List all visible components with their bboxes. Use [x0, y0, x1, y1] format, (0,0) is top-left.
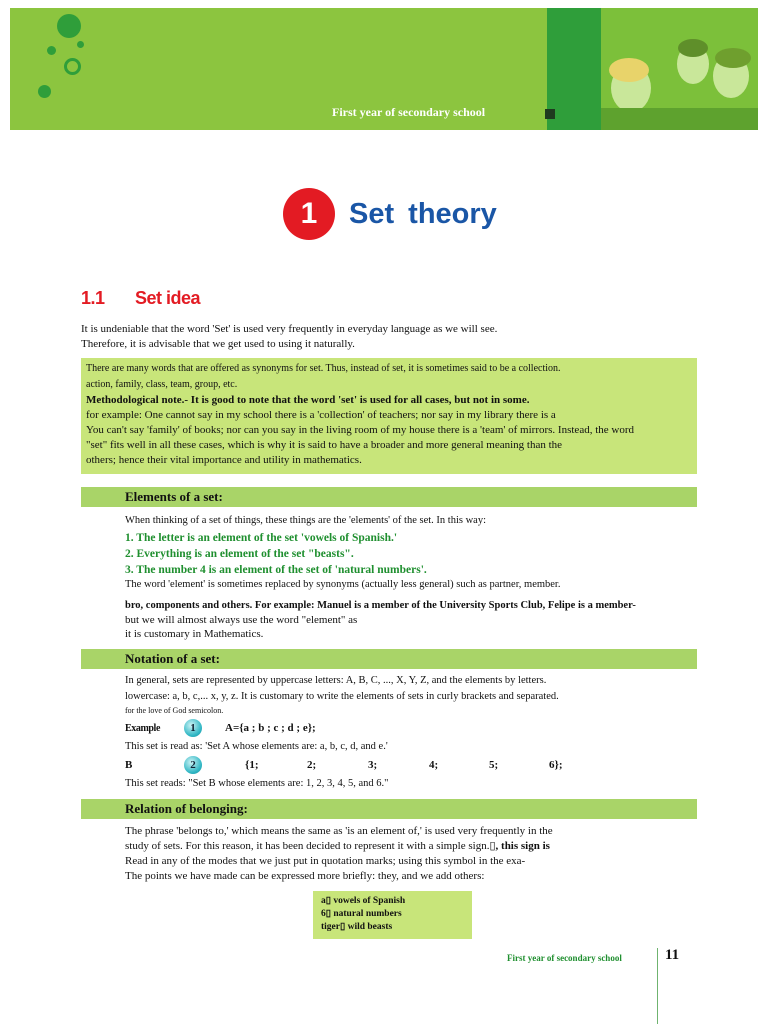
notation-band [81, 649, 697, 669]
elements-item-3: 3. The number 4 is an element of the set of 'natural numbers'. [125, 564, 427, 576]
set-b-item: 5; [489, 759, 499, 771]
box-line: There are many words that are offered as synonyms for set. Thus, instead of set, it is sometimes said to be a collection. [86, 363, 561, 374]
notation-heading: Notation of a set: [125, 651, 220, 666]
belonging-line: The points we have made can be expressed more briefly: they, and we add others: [125, 870, 485, 882]
set-b-item: {1; [245, 759, 259, 771]
set-b-item: 3; [368, 759, 378, 771]
elements-example-line: bro, components and others. For example: Manuel is a member of the University Sports Club, Felipe is a member- [125, 600, 636, 611]
decor-circle [57, 14, 81, 38]
elements-intro: When thinking of a set of things, these things are the 'elements' of the set. In this way: [125, 515, 486, 526]
badge-1: 1 [184, 719, 202, 737]
section-number: 1.1 [81, 288, 105, 308]
intro-line: Therefore, it is advisable that we get used to using it naturally. [81, 338, 355, 350]
example-badge-1 [184, 719, 202, 737]
notation-line: for the love of God semicolon. [125, 706, 224, 715]
footer-text: First year of secondary school [507, 953, 622, 963]
notation-line: lowercase: a, b, c,... x, y, z. It is customary to write the elements of sets in curly brackets and separated. [125, 691, 559, 702]
set-b-item: 2; [307, 759, 317, 771]
belonging-band [81, 799, 697, 819]
children-illustration [601, 8, 758, 130]
belonging-example: a▯ vowels of Spanish [321, 896, 406, 906]
decor-circle [47, 46, 56, 55]
set-b-item: 6}; [549, 759, 563, 771]
belongs-symbol: ▯ [489, 840, 496, 852]
set-b-label: B [125, 759, 133, 771]
belonging-line-text: study of sets. For this reason, it has been decided to represent it with a simple sign. [125, 840, 490, 852]
box-line: others; hence their vital importance and utility in mathematics. [86, 454, 362, 466]
elements-line: The word 'element' is sometimes replaced by synonyms (actually less general) such as partner, member. [125, 579, 561, 590]
notation-line: In general, sets are represented by uppercase letters: A, B, C, ..., X, Y, Z, and the elements by letters. [125, 675, 547, 686]
set-b-item: 4; [429, 759, 439, 771]
belonging-example: 6▯ natural numbers [321, 909, 402, 919]
elements-line: it is customary in Mathematics. [125, 628, 264, 640]
decor-ring [64, 58, 81, 75]
header-square [545, 109, 555, 119]
header-banner [10, 8, 758, 130]
read-a: This set is read as: 'Set A whose elements are: a, b, c, d, and e.' [125, 741, 388, 752]
methodological-note: Methodological note.- It is good to note that the word 'set' is used for all cases, but not in some. [86, 394, 530, 406]
box-line: for example: One cannot say in my school there is a 'collection' of teachers; nor say in my library there is a [86, 409, 556, 421]
section-title: Set idea [135, 288, 201, 308]
elements-heading: Elements of a set: [125, 489, 223, 504]
intro-line: It is undeniable that the word 'Set' is used very frequently in everyday language as we will see. [81, 323, 498, 335]
decor-circle [77, 41, 84, 48]
children-photo [601, 8, 758, 130]
example-badge-2 [184, 756, 202, 774]
elements-item-1: 1. The letter is an element of the set 'vowels of Spanish.' [125, 532, 398, 544]
box-line: action, family, class, team, group, etc. [86, 379, 238, 390]
header-dark-strip [547, 8, 601, 130]
set-a: A={a ; b ; c ; d ; e}; [225, 722, 316, 734]
belonging-example: tiger▯ wild beasts [321, 922, 393, 932]
header-title: First year of secondary school [332, 105, 486, 119]
box-line: You can't say 'family' of books; nor can you say in the living room of my house there is a 'team' of mirrors. Instead, the word [86, 424, 634, 436]
elements-item-2: 2. Everything is an element of the set "beasts". [125, 548, 354, 560]
chapter-number-badge: 1 [283, 188, 335, 240]
page-number: 11 [665, 947, 680, 963]
decor-circle [38, 85, 51, 98]
example-label: Example [125, 723, 160, 734]
belonging-heading: Relation of belonging: [125, 801, 248, 816]
chapter-title-text: Set theory [349, 197, 497, 230]
chapter-title [283, 188, 497, 240]
belonging-line-bold: , this sign is [495, 840, 550, 852]
box-line: "set" fits well in all these cases, which is why it is said to have a broader and more general meaning than the [86, 439, 563, 451]
belonging-examples-box [313, 891, 472, 939]
badge-2: 2 [184, 756, 202, 774]
belonging-line: The phrase 'belongs to,' which means the same as 'is an element of,' is used very frequently in the [125, 825, 553, 837]
elements-line: but we will almost always use the word "element" as [125, 614, 358, 626]
belonging-line [125, 839, 550, 854]
footer-divider [657, 948, 658, 1024]
read-b: This set reads: "Set B whose elements are: 1, 2, 3, 4, 5, and 6." [125, 778, 389, 789]
belonging-line: Read in any of the modes that we just put in quotation marks; using this symbol in the exa- [125, 855, 526, 867]
section-heading [81, 288, 200, 309]
elements-band [81, 487, 697, 507]
